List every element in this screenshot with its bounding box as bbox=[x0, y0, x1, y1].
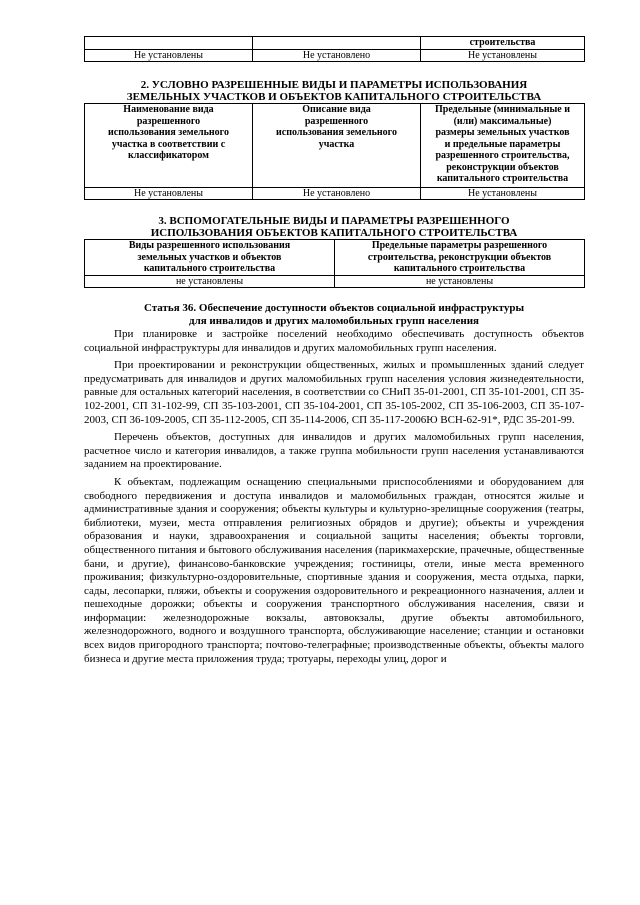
table-row bbox=[85, 187, 585, 200]
section-3-table bbox=[84, 239, 585, 288]
table-cell: Не установлены bbox=[421, 187, 585, 200]
table-cell: Не установлено bbox=[253, 187, 421, 200]
table-header-row bbox=[85, 104, 585, 188]
article-paragraph: При планировке и застройке поселений необходимо обеспечивать доступность объектов социальной инфраструктуры для инвалидов и других маломобильных групп населения. bbox=[84, 328, 584, 354]
article-title-line1: Статья 36. Обеспечение доступности объектов социальной инфраструктуры bbox=[143, 302, 525, 314]
section-2-title-line1: 2. УСЛОВНО РАЗРЕШЕННЫЕ ВИДЫ И ПАРАМЕТРЫ ИСПОЛЬЗОВАНИЯ bbox=[140, 79, 528, 91]
table-cell: не установлены bbox=[335, 275, 585, 288]
section-2-title-line2: ЗЕМЕЛЬНЫХ УЧАСТКОВ И ОБЪЕКТОВ КАПИТАЛЬНОГО СТРОИТЕЛЬСТВА bbox=[126, 91, 542, 103]
column-header: Предельные параметры разрешенного строительства, реконструкции объектов капитального строительства bbox=[335, 240, 585, 276]
column-header: Предельные (минимальные и (или) максимальные) размеры земельных участков и предельные параметры разрешенного строительства, реконструкции объектов капитального строительства bbox=[421, 104, 585, 188]
table-cell: не установлены bbox=[85, 275, 335, 288]
column-header: Описание вида разрешенного использования земельного участка bbox=[253, 104, 421, 188]
table-row bbox=[85, 275, 585, 288]
table-cell bbox=[85, 37, 253, 50]
table-row bbox=[85, 37, 585, 50]
column-header: Наименование вида разрешенного использования земельного участка в соответствии с классификатором bbox=[85, 104, 253, 188]
section-3-title-line1: 3. ВСПОМОГАТЕЛЬНЫЕ ВИДЫ И ПАРАМЕТРЫ РАЗРЕШЕННОГО bbox=[158, 215, 510, 227]
table-cell: Не установлены bbox=[85, 187, 253, 200]
table-cell: Не установлены bbox=[421, 49, 585, 62]
article-paragraph: К объектам, подлежащим оснащению специальными приспособлениями и оборудованием для свободного передвижения и доступа инвалидов и маломобильных граждан, относятся жилые и административные здания и сооружения; объекты культуры и культурно-зрелищные сооружения (театры, библиотеки, музеи, места отправления религиозных обрядов и другие); объекты и учреждения образования и науки, здравоохранения и социальной защиты населения; объекты торговли, общественного питания и бытового обслуживания населения (парикмахерские, прачечные, общественные бани, и другие), финансово-банковские учреждения; гостиницы, отели, иные места временного проживания; физкультурно-оздоровительные, спортивные здания и сооружения, места отдыха, парки, сады, лесопарки, пляжи, объекты и сооружения оздоровительного и рекреационного назначения, аллеи и пешеходные дорожки; объекты и сооружения транспортного обслуживания населения, связи и информации: железнодорожные вокзалы, автовокзалы, другие объекты автомобильного, железнодорожного, водного и воздушного транспорта, обслуживающие население; станции и остановки всех видов пригородного транспорта; почтово-телеграфные; производственные объекты, объекты малого бизнеса и другие места приложения труда; тротуары, переходы улиц, дорог и bbox=[84, 475, 584, 665]
section-2 bbox=[84, 79, 584, 200]
article-36 bbox=[84, 302, 584, 666]
section-2-table bbox=[84, 103, 585, 200]
table-cell: строительства bbox=[421, 37, 585, 50]
table-header-row bbox=[85, 240, 585, 276]
table-cell: Не установлено bbox=[253, 49, 421, 62]
document-page bbox=[84, 36, 584, 666]
column-header: Виды разрешенного использования земельных участков и объектов капитального строительства bbox=[85, 240, 335, 276]
section-3 bbox=[84, 215, 584, 288]
table-cell: Не установлены bbox=[85, 49, 253, 62]
top-table bbox=[84, 36, 585, 62]
table-cell bbox=[253, 37, 421, 50]
article-title bbox=[84, 302, 584, 327]
article-title-line2: для инвалидов и других маломобильных групп населения bbox=[189, 314, 479, 327]
article-paragraph: Перечень объектов, доступных для инвалидов и других маломобильных групп населения, расчетное число и категория инвалидов, а также группа мобильности групп населения устанавливаются заданием на проектирование. bbox=[84, 431, 584, 471]
table-row bbox=[85, 49, 585, 62]
article-paragraph: При проектировании и реконструкции общественных, жилых и промышленных зданий следует предусматривать для инвалидов и других маломобильных групп населения условия жизнедеятельности, равные для остальных категорий населения, в соответствии со СНиП 35-01-2001, СП 35-101-2001, СП 35-102-2001, СП 31-102-99, СП 35-103-2001, СП 35-104-2001, СП 35-105-2002, СП 35-106-2003, СП 35-107-2003, СП 36-109-2005, СП 35-112-2005, СП 35-114-2006, СП 35-117-2006Ю ВСН-62-91*, РДС 35-201-99. bbox=[84, 359, 584, 426]
section-3-title-line2: ИСПОЛЬЗОВАНИЯ ОБЪЕКТОВ КАПИТАЛЬНОГО СТРОИТЕЛЬСТВА bbox=[150, 227, 518, 239]
